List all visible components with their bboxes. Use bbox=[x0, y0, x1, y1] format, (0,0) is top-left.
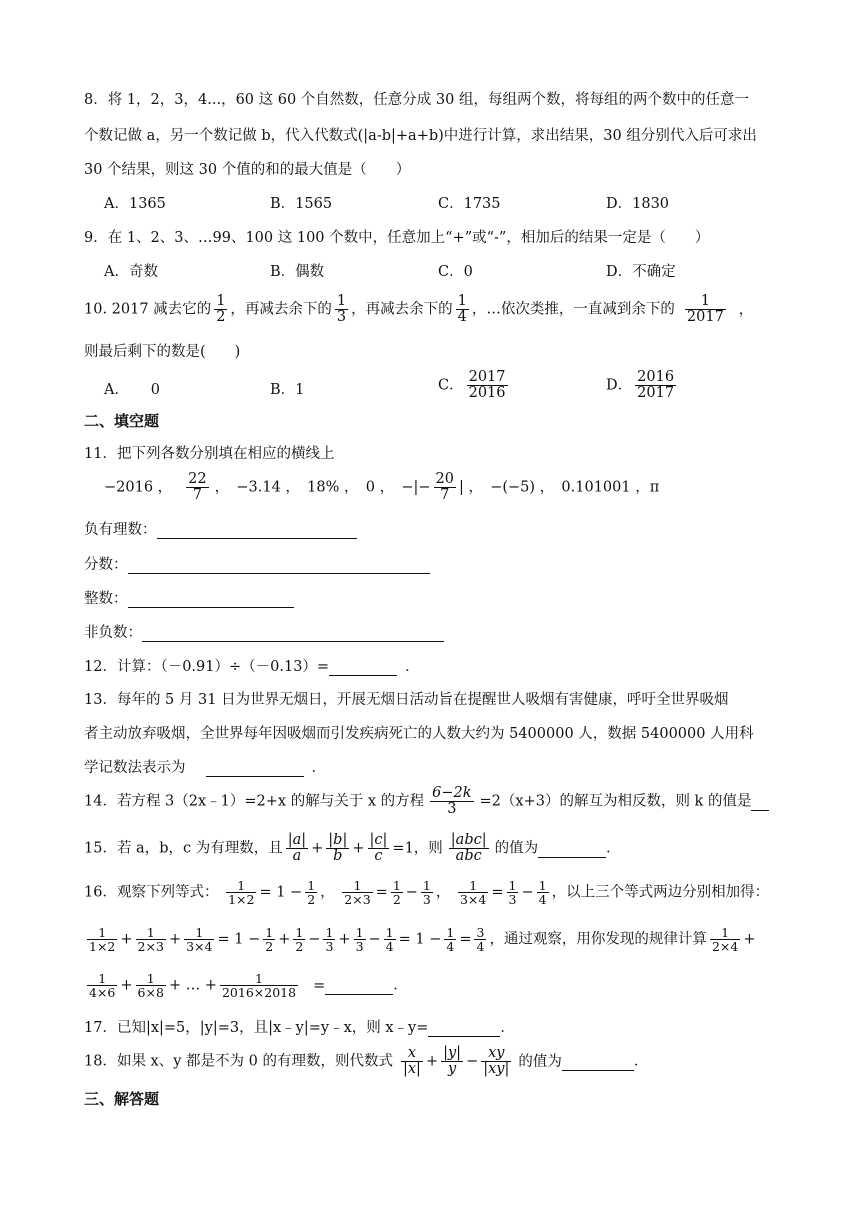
fraction: $\frac{1}{2016\times 2018}$ bbox=[221, 971, 297, 1001]
fraction: $\frac{1}{4}$ bbox=[446, 925, 455, 955]
answer-blank[interactable] bbox=[206, 760, 304, 777]
fraction: $\frac{1}{3}$ bbox=[508, 878, 517, 908]
q9-option-b: B．偶数 bbox=[270, 264, 325, 280]
fraction: $\frac{1}{4}$ bbox=[538, 878, 547, 908]
fraction: $\frac{3}{4}$ bbox=[476, 925, 485, 955]
fraction: $\frac{1}{2\times 3}$ bbox=[344, 878, 371, 908]
answer-blank[interactable] bbox=[157, 522, 357, 539]
q11-nonnegative-row: 非负数： bbox=[84, 621, 444, 642]
q11-number-list: −2016 ， $\frac{22}{7}$ ， −3.14 ， 18% ， 0 ， −|− $\frac{20}{7}$ | ， −(−5) ， 0.101001 ，π bbox=[104, 471, 660, 504]
fraction: $\frac{1}{6\times 8}$ bbox=[137, 971, 164, 1001]
q12-line: 12．计算：（－0.91）÷（－0.13）= ． bbox=[84, 659, 420, 675]
fraction: $\frac{|a|}{a}$ bbox=[287, 832, 307, 865]
fraction: $\frac{1}{2}$ bbox=[307, 878, 316, 908]
q9-option-a: A．奇数 bbox=[104, 264, 158, 280]
q8-line3: 30 个结果，则这 30 个值的和的最大值是（ ） bbox=[84, 162, 411, 178]
q11-fraction-row: 分数： bbox=[84, 553, 430, 574]
q8-option-a: A．1365 bbox=[104, 196, 166, 212]
q13-line2: 者主动放弃吸烟，全世界每年因吸烟而引发疾病死亡的人数大约为 5400000 人，数据 5400000 人用科 bbox=[84, 726, 754, 742]
q10-option-b: B．1 bbox=[270, 382, 305, 398]
q13-line1: 13．每年的 5 月 31 日为世界无烟日，开展无烟日活动旨在提醒世人吸烟有害健康，呼吁全世界吸烟 bbox=[84, 692, 729, 708]
answer-blank[interactable] bbox=[329, 659, 397, 676]
fraction: $\frac{1}{4}$ bbox=[457, 293, 467, 326]
fraction: $\frac{1}{3}$ bbox=[336, 293, 347, 326]
q10-line2: 则最后剩下的数是( ) bbox=[84, 344, 241, 360]
fraction: $\frac{1}{4}$ bbox=[385, 925, 394, 955]
fraction: $\frac{1}{2\times 4}$ bbox=[711, 925, 739, 955]
fraction: $\frac{1}{2}$ bbox=[295, 925, 304, 955]
q14-line: 14．若方程 3（2x﹣1）=2+x 的解与关于 x 的方程 $\frac{6-2k}{3}$ =2（x+3）的解互为相反数，则 k 的值是 bbox=[84, 786, 769, 817]
q11-text: 11．把下列各数分别填在相应的横线上 bbox=[84, 446, 335, 462]
fraction: $\frac{1}{2}$ bbox=[392, 878, 401, 908]
q10-line1: 10. 2017 减去它的 $\frac{1}{2}$ ，再减去余下的 $\frac{1}{3}$ ，再减去余下的 $\frac{1}{4}$ ，…依次类推，一直减到余下的 $\frac{1}{2017}$ ， bbox=[84, 293, 754, 326]
answer-blank[interactable] bbox=[562, 1054, 634, 1071]
fraction: $\frac{|c|}{c}$ bbox=[369, 832, 388, 865]
answer-blank[interactable] bbox=[128, 591, 294, 608]
q10-option-c: C． $\frac{2017}{2016}$ bbox=[438, 369, 506, 402]
fraction: $\frac{2016}{2017}$ bbox=[637, 369, 675, 402]
q8-line2: 个数记做 a，另一个数记做 b，代入代数式(|a-b|+a+b)中进行计算，求出结果，30 组分别代入后可求出 bbox=[84, 128, 757, 144]
fraction: $\frac{1}{3\times 4}$ bbox=[459, 878, 487, 908]
fraction: $\frac{1}{2}$ bbox=[265, 925, 274, 955]
answer-blank[interactable] bbox=[751, 794, 769, 811]
q10-option-a: A． 0 bbox=[104, 382, 160, 398]
q16-line1: 16．观察下列等式： $\frac{1}{1\times 2}$ = 1 − $\frac{1}{2}$ ， $\frac{1}{2\times 3}$ = $\frac{1}{2}$ − $\frac{1}{3}$ ， $\frac{1}{3\times 4}$ = $\frac{1}{3}$ − $\frac{1}{4}$ ，以上三个等式两边分别相加得： bbox=[84, 878, 770, 908]
fraction: $\frac{1}{1\times 2}$ bbox=[228, 878, 255, 908]
q18-line: 18．如果 x、y 都是不为 0 的有理数，则代数式 $\frac{x}{|x|}$ + $\frac{|y|}{y}$ − $\frac{xy}{|xy|}$ 的值为 ． bbox=[84, 1045, 649, 1078]
fraction: $\frac{1}{2\times 3}$ bbox=[137, 925, 164, 955]
q16-line3: $\frac{1}{4\times 6}$ + $\frac{1}{6\times 8}$ + … + $\frac{1}{2016\times 2018}$ = ． bbox=[89, 971, 408, 1001]
section-heading-fill-blank: 二、填空题 bbox=[84, 412, 160, 430]
q10-option-d: D． $\frac{2016}{2017}$ bbox=[606, 369, 675, 402]
fraction: $\frac{1}{2}$ bbox=[216, 293, 226, 326]
q11-integer-row: 整数： bbox=[84, 587, 294, 608]
fraction: $\frac{|b|}{b}$ bbox=[328, 832, 348, 865]
fraction: $\frac{6-2k}{3}$ bbox=[432, 785, 472, 818]
q9-option-d: D．不确定 bbox=[606, 264, 676, 280]
answer-blank[interactable] bbox=[142, 625, 444, 642]
q8-option-d: D．1830 bbox=[606, 196, 670, 212]
fraction: $\frac{1}{2017}$ bbox=[686, 293, 724, 326]
q8-line1: 8．将 1，2，3，4...，60 这 60 个自然数，任意分成 30 组，每组两个数，将每组的两个数中的任意一 bbox=[84, 92, 749, 108]
answer-blank[interactable] bbox=[538, 841, 606, 858]
fraction: $\frac{\text{|abc|}}{\text{abc}}$ bbox=[450, 832, 487, 865]
q13-line3: 学记数法表示为 ． bbox=[84, 760, 326, 776]
q9-option-c: C．0 bbox=[438, 264, 473, 280]
q8-option-b: B．1565 bbox=[270, 196, 333, 212]
q15-line: 15．若 a，b，c 为有理数，且 $\frac{|a|}{a}$ + $\frac{|b|}{b}$ + $\frac{|c|}{c}$ =1，则 $\frac{\text{|abc|}}{\text{abc}}$ 的值为 ． bbox=[84, 832, 621, 865]
fraction: $\frac{22}{7}$ bbox=[188, 471, 207, 504]
answer-blank[interactable] bbox=[428, 1020, 500, 1037]
fraction: $\frac{x}{|x|}$ bbox=[402, 1045, 421, 1078]
fraction: $\frac{1}{3}$ bbox=[355, 925, 364, 955]
q11-negative-rational-row: 负有理数： bbox=[84, 518, 357, 539]
fraction: $\frac{xy}{|xy|}$ bbox=[483, 1045, 510, 1078]
fraction: $\frac{1}{1\times 2}$ bbox=[89, 925, 116, 955]
fraction: $\frac{1}{3}$ bbox=[422, 878, 431, 908]
q9-text: 9．在 1、2、3、…99、100 这 100 个数中，任意加上“+”或“-”，相加后的结果一定是（ ） bbox=[84, 230, 710, 246]
fraction: $\frac{2017}{2016}$ bbox=[468, 369, 506, 402]
section-heading-solve: 三、解答题 bbox=[84, 1090, 160, 1108]
fraction: $\frac{|y|}{y}$ bbox=[443, 1045, 462, 1078]
q16-line2: $\frac{1}{1\times 2}$ + $\frac{1}{2\times 3}$ + $\frac{1}{3\times 4}$ = 1 − $\frac{1}{2}$ + $\frac{1}{2}$ − $\frac{1}{3}$ + $\frac{1}{3}$ − $\frac{1}{4}$ = 1 − $\frac{1}{4}$ = $\frac{3}{4}$ ，通过观察，用你发现的规律计算 $\frac{1}{2\times 4}$ + bbox=[89, 925, 756, 955]
answer-blank[interactable] bbox=[128, 557, 430, 574]
fraction: $\frac{20}{7}$ bbox=[435, 471, 454, 504]
fraction: $\frac{1}{4\times 6}$ bbox=[89, 971, 116, 1001]
fraction: $\frac{1}{3}$ bbox=[325, 925, 334, 955]
fraction: $\frac{1}{3\times 4}$ bbox=[186, 925, 213, 955]
q8-option-c: C．1735 bbox=[438, 196, 501, 212]
q17-line: 17．已知|x|=5，|y|=3，且|x﹣y|=y﹣x，则 x﹣y= ． bbox=[84, 1020, 515, 1036]
answer-blank[interactable] bbox=[325, 978, 393, 995]
